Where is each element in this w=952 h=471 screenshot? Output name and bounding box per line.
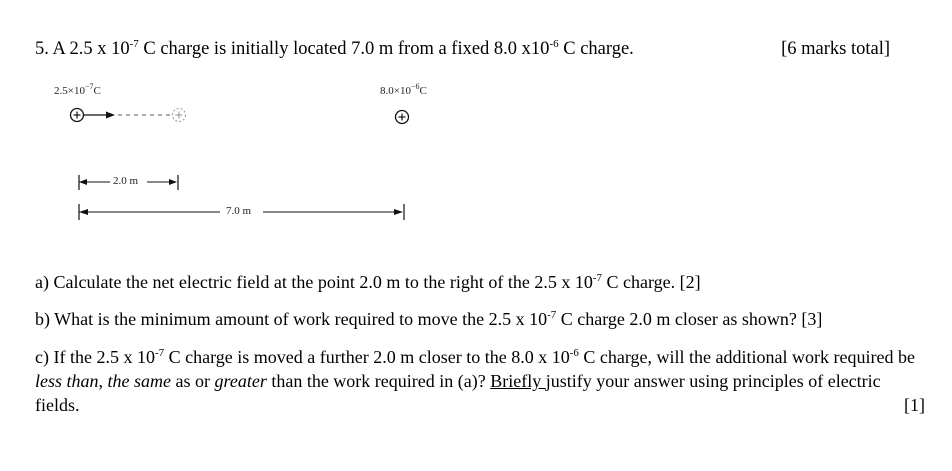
charge1-label: $2.5\times 10^{-7}C$: [54, 82, 101, 97]
charge2-symbol: [396, 111, 409, 124]
part-a: a) Calculate the net electric field at the point 2.0 m to the right of the 2.5 x $10^{-7}$ C charge. [2]: [35, 272, 701, 292]
long-distance-label: 7.0 m: [226, 205, 252, 217]
question-number: 5.: [35, 39, 49, 59]
short-distance-label: 2.0 m: [113, 175, 139, 187]
part-c-marks: [1]: [904, 395, 925, 415]
move-arrow: [84, 112, 170, 119]
charge2-label: $8.0\times 10^{-6}C$: [380, 82, 427, 97]
question-text: A 2.5 x $10^{-7}$ C charge is initially located 7.0 m from a fixed 8.0 $x10^{-6}$ C charge.: [52, 38, 634, 59]
part-b: b) What is the minimum amount of work required to move the 2.5 x $10^{-7}$ C charge 2.0 m closer as shown? [3]: [35, 309, 823, 329]
ghost-charge-symbol: [173, 109, 186, 122]
charge1-symbol: [71, 109, 84, 122]
part-c: c) If the 2.5 x $10^{-7}$ C charge is moved a further 2.0 m closer to the 8.0 x $10^{-6}$ C charge, will the additional work required be less than, the same as or greater than the work required in (a)? Briefly justify your answer using principles of electric fields. [1]: [35, 347, 925, 415]
total-marks: [6 marks total]: [781, 39, 890, 59]
